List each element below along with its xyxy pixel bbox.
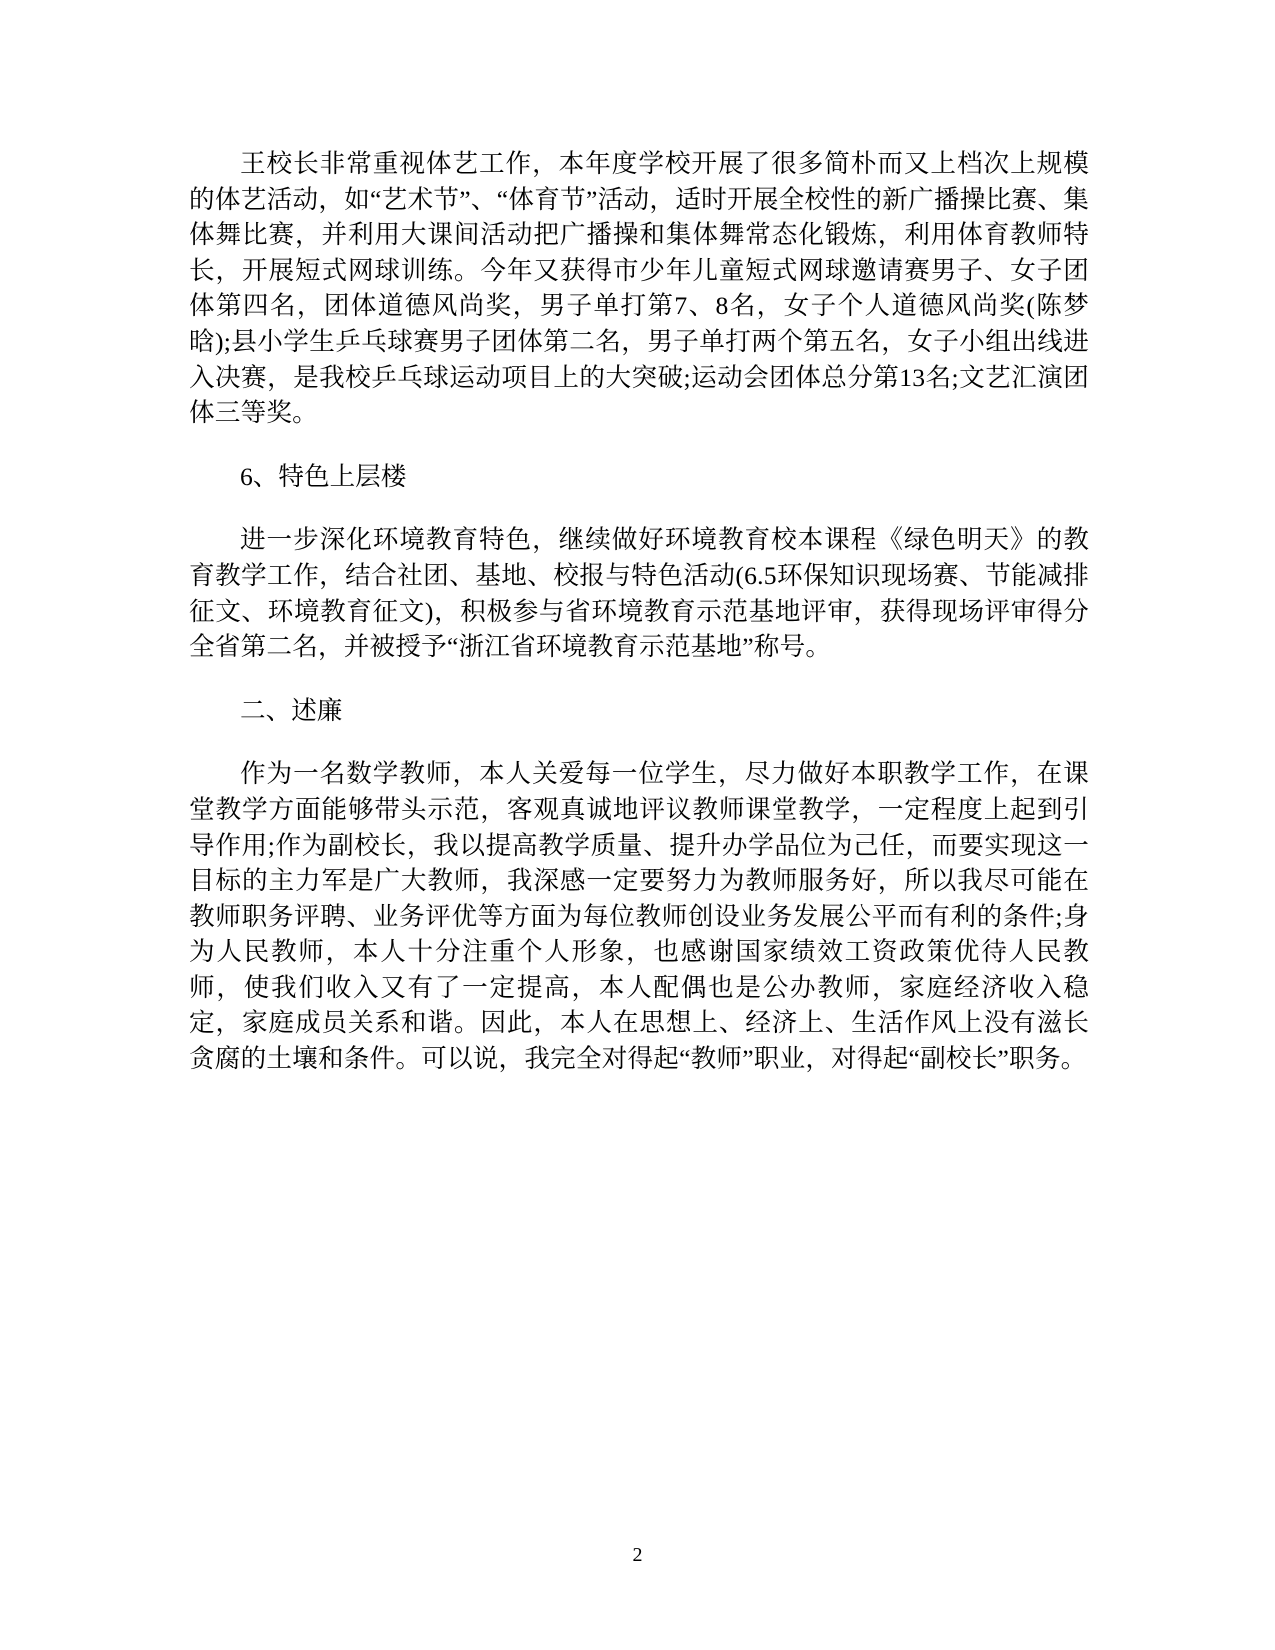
- page-number: 2: [632, 1544, 643, 1566]
- paragraph-integrity-statement: 作为一名数学教师，本人关爱每一位学生，尽力做好本职教学工作，在课堂教学方面能够带头示范，客观真诚地评议教师课堂教学，一定程度上起到引导作用;作为副校长，我以提高教学质量、提升办学品位为己任，而要实现这一目标的主力军是广大教师，我深感一定要努力为教师服务好，所以我尽可能在教师职务评聘、业务评优等方面为每位教师创设业务发展公平而有利的条件;身为人民教师，本人十分注重个人形象，也感谢国家绩效工资政策优待人民教师，使我们收入又有了一定提高，本人配偶也是公办教师，家庭经济收入稳定，家庭成员关系和谐。因此，本人在思想上、经济上、生活作风上没有滋长贪腐的土壤和条件。可以说，我完全对得起“教师”职业，对得起“副校长”职务。: [189, 759, 1089, 1074]
- paragraph-sports-arts: 王校长非常重视体艺工作，本年度学校开展了很多简朴而又上档次上规模的体艺活动，如“艺术节”、“体育节”活动，适时开展全校性的新广播操比赛、集体舞比赛，并利用大课间活动把广播操和集体舞常态化锻炼，利用体育教师特长，开展短式网球训练。今年又获得市少年儿童短式网球邀请赛男子、女子团体第四名，团体道德风尚奖，男子单打第7、8名，女子个人道德风尚奖(陈梦晗);县小学生乒乓球赛男子团体第二名，男子单打两个第五名，女子小组出线进入决赛，是我校乒乓球运动项目上的大突破;运动会团体总分第13名;文艺汇演团体三等奖。: [189, 149, 1089, 428]
- paragraph-environment-education: 进一步深化环境教育特色，继续做好环境教育校本课程《绿色明天》的教育教学工作，结合社团、基地、校报与特色活动(6.5环保知识现场赛、节能减排征文、环境教育征文)，积极参与省环境教育示范基地评审，获得现场评审得分全省第二名，并被授予“浙江省环境教育示范基地”称号。: [189, 525, 1089, 662]
- section-heading-integrity: 二、述廉: [240, 695, 343, 725]
- section-heading-features: 6、特色上层楼: [240, 461, 407, 491]
- document-body: [189, 146, 1089, 1105]
